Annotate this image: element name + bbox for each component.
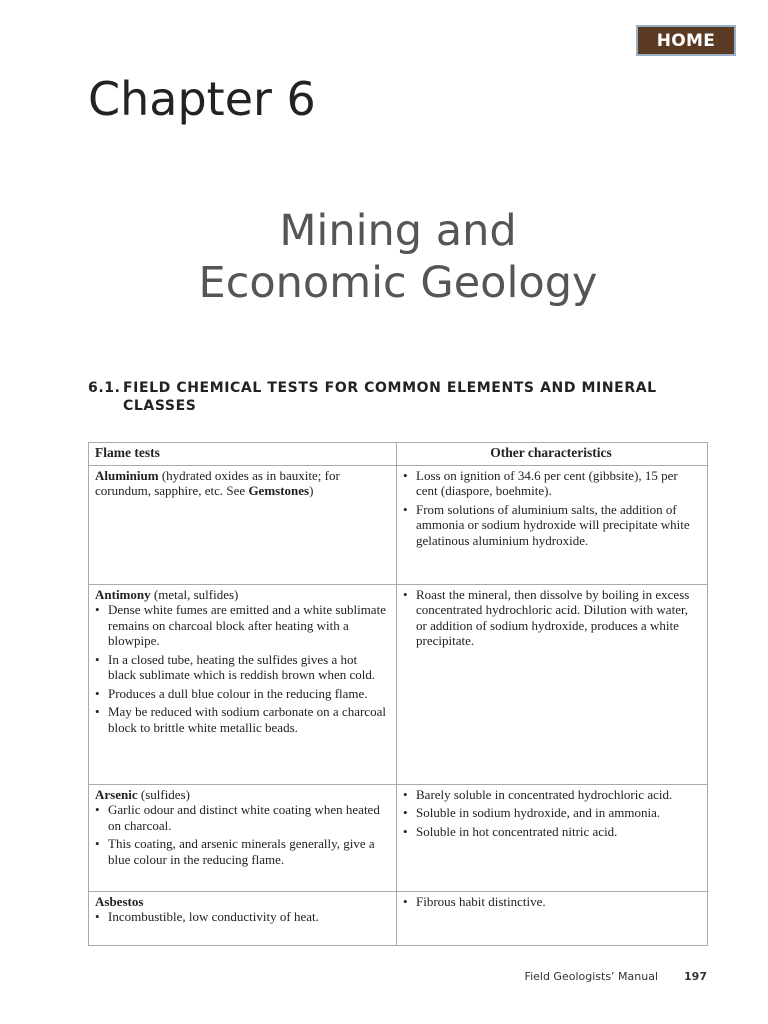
- table-row: [89, 784, 708, 891]
- list-item: • In a closed tube, heating the sulfides gives a hot black sublimate which is reddish brown when cold.: [95, 652, 388, 683]
- list-item: • May be reduced with sodium carbonate on a charcoal block to brittle white metallic beads.: [95, 704, 388, 735]
- list-item: • Fibrous habit distinctive.: [403, 894, 699, 910]
- title-line-2: Economic Geology: [198, 258, 598, 308]
- list-item: • Garlic odour and distinct white coating when heated on charcoal.: [95, 802, 388, 833]
- mineral-name: Arsenic: [95, 786, 138, 802]
- list-item: • Barely soluble in concentrated hydrochloric acid.: [403, 787, 699, 803]
- list-item: • Incombustible, low conductivity of heat.: [95, 909, 388, 925]
- table-row: [89, 465, 708, 584]
- book-title: Field Geologists’ Manual: [524, 970, 659, 983]
- list-item: • Loss on ignition of 34.6 per cent (gibbsite), 15 per cent (diaspore, boehmite).: [403, 468, 699, 499]
- table-header-row: [89, 443, 708, 466]
- mineral-name: Asbestos: [95, 893, 144, 909]
- header-flame-tests: Flame tests: [89, 443, 397, 466]
- mineral-name: Antimony: [95, 586, 151, 602]
- mineral-note: (hydrated oxides as in bauxite; for corundum, sapphire, etc. See: [95, 467, 340, 498]
- page-number: 197: [684, 970, 707, 983]
- section-number: 6.1.: [88, 380, 121, 396]
- other-characteristics-cell: [397, 584, 708, 784]
- header-other-characteristics: Other characteristics: [397, 443, 708, 466]
- flame-tests-cell: [89, 584, 397, 784]
- flame-tests-cell: [89, 891, 397, 945]
- mineral-note: (sulfides): [137, 786, 190, 802]
- list-item: • Dense white fumes are emitted and a white sublimate remains on charcoal block after heating with a blowpipe.: [95, 602, 388, 649]
- cross-reference: Gemstones: [248, 483, 310, 498]
- page-footer: [525, 970, 707, 983]
- other-characteristics-cell: [397, 891, 708, 945]
- list-item: • Soluble in sodium hydroxide, and in ammonia.: [403, 805, 699, 821]
- chapter-title: Chapter 6: [88, 72, 316, 126]
- other-characteristics-cell: [397, 465, 708, 584]
- section-heading: [88, 379, 698, 415]
- flame-tests-cell: [89, 784, 397, 891]
- flame-tests-cell: [89, 465, 397, 584]
- list-item: • Roast the mineral, then dissolve by boiling in excess concentrated hydrochloric acid. Dilution with water, or addition of sodium hydroxide, produces a white precipitate.: [403, 587, 699, 649]
- home-button[interactable]: HOME: [636, 25, 736, 56]
- list-item: • Produces a dull blue colour in the reducing flame.: [95, 686, 388, 702]
- table-row: [89, 891, 708, 945]
- title-line-1: Mining and: [279, 206, 517, 256]
- list-item: • From solutions of aluminium salts, the addition of ammonia or sodium hydroxide will precipitate white gelatinous aluminium hydroxide.: [403, 502, 699, 549]
- mineral-tests-table: [88, 442, 708, 946]
- list-item: • This coating, and arsenic minerals generally, give a blue colour in the reducing flame.: [95, 836, 388, 867]
- list-item: • Soluble in hot concentrated nitric acid.: [403, 824, 699, 840]
- other-characteristics-cell: [397, 784, 708, 891]
- mineral-note: (metal, sulfides): [150, 586, 239, 602]
- page-title: [100, 205, 696, 309]
- table-row: [89, 584, 708, 784]
- mineral-name: Aluminium: [95, 467, 159, 483]
- mineral-note-end: ): [309, 483, 314, 498]
- section-title: FIELD CHEMICAL TESTS FOR COMMON ELEMENTS AND MINERAL CLASSES: [123, 380, 657, 414]
